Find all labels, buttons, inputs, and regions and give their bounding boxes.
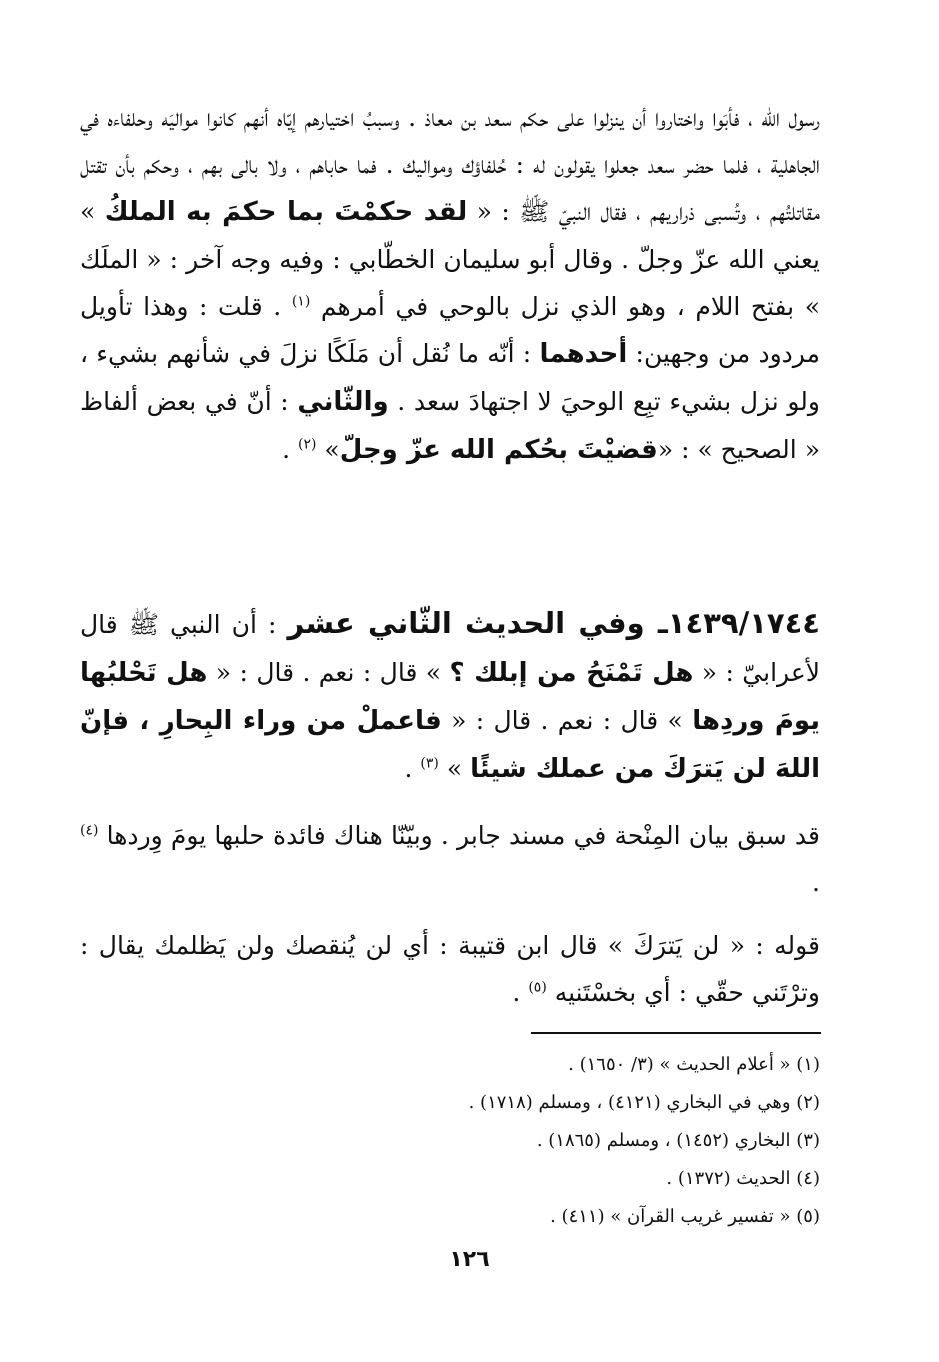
paragraph-minha-note — [80, 812, 820, 906]
text-run: . — [512, 978, 529, 1007]
text-run: . — [812, 868, 820, 897]
paragraph-lan-yatirak — [80, 922, 820, 1016]
footnote-ref: (٤) — [80, 822, 99, 839]
footnote-separator — [531, 1032, 821, 1034]
footnote-1: (١) « أعلام الحديث » (٣/ ١٦٥٠) . — [568, 1054, 820, 1075]
text-run: . — [404, 754, 421, 783]
text-run: . — [282, 435, 299, 464]
bold-text-run: أحدهما — [539, 339, 628, 369]
text-run: : أنّ في بعض ألفاظ « الصحيح » : « — [80, 387, 820, 464]
bold-text-run: والثّاني — [297, 387, 389, 417]
text-run: » قال : نعم . قال : « — [207, 658, 450, 687]
footnote-3: (٣) البخاري (١٤٥٢) ، ومسلم (١٨٦٥) . — [536, 1130, 820, 1151]
bold-text-run: قضيْتَ بحُكم الله عزّ وجلّ — [339, 435, 658, 465]
bold-text-run: ١٤٣٩/١٧٤٤ـ وفي الحديث الثّاني عشر — [287, 606, 820, 640]
text-run: : أنّه ما نُقل أن مَلَكًا نزلَ في شأنهم بشيء ، ولو نزل بشيء تبِع الوحيَ لا اجتهادَ سعد . — [80, 339, 820, 416]
footnote-ref: (٥) — [528, 979, 547, 996]
footnote-4: (٤) الحديث (١٣٧٢) . — [666, 1168, 820, 1189]
text-run: رسول الله ، فأبَوا واختاروا أن ينزلوا على حكم سعد بن معاذ . وسببُ اختيارهم إيّاه أنهم كانوا مواليَه وحلفاءه في الجاهلية ، فلما حضر سعد جعلوا يقولون له : حُلفاؤك ومواليك . فما حاباهم ، ولا بالى بهم ، وحكم بأن تقتل مقاتلتُهم ، وتُسبى ذراريهم ، فقال النبيّ ﷺ : « — [80, 103, 820, 226]
bold-text-run: هل تَحْلبُها يومَ وردِها — [80, 658, 820, 736]
footnote-ref: (٢) — [298, 436, 317, 453]
paragraph-hadith-1744 — [80, 598, 820, 793]
text-run: » — [316, 435, 340, 464]
text-run: قوله : « لن يَترَكَ » قال ابن قتيبة : أي لن يُنقصك ولن يَظلمك يقال : وترْتَني حقّي : أي بخسْتَنيه — [80, 931, 820, 1007]
text-run: » — [438, 754, 471, 783]
footnote-ref: (١) — [291, 293, 311, 310]
bold-text-run: لقد حكمْتَ بما حكمَ به الملكُ — [104, 197, 468, 227]
text-run: » يعني الله عزّ وجلّ . وقال أبو سليمان الخطّابي : وفيه وجه آخر : « الملَك » بفتح اللام ، وهو الذي نزل بالوحي في أمرهم — [80, 197, 820, 321]
text-run: . قلت : وهذا تأويل مردود من وجهين: — [80, 292, 820, 368]
bold-text-run: هل تَمْنَحُ من إبلك ؟ — [449, 658, 694, 688]
text-run: » قال : نعم . قال : « — [441, 706, 693, 735]
footnote-ref: (٣) — [420, 755, 439, 772]
footnote-5: (٥) « تفسير غريب القرآن » (٤١١) . — [550, 1206, 820, 1227]
footnotes — [80, 1046, 820, 1236]
page-number: ١٢٦ — [449, 1247, 490, 1272]
text-run: قد سبق بيان المِنْحة في مسند جابر . وبيّنّا هناك فائدة حلبها يومَ وِردها — [98, 821, 820, 850]
paragraph-commentary — [80, 94, 820, 474]
bold-text-run: فاعملْ من وراء البِحارِ ، فإنّ اللهَ لن يَترَكَ من عملك شيئًا — [80, 706, 820, 784]
footnote-2: (٢) وهي في البخاري (٤١٢١) ، ومسلم (١٧١٨) . — [468, 1092, 820, 1113]
text-run: : أن النبي ﷺ قال لأعرابيّ : « — [80, 610, 820, 687]
